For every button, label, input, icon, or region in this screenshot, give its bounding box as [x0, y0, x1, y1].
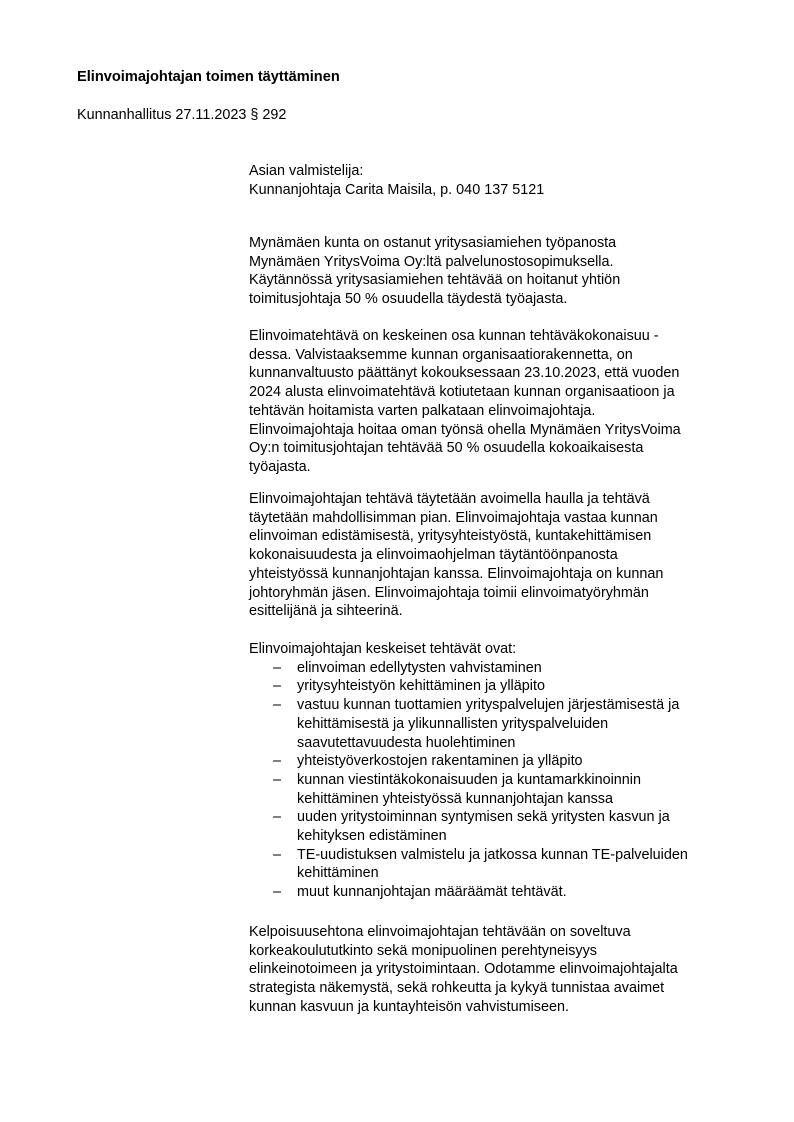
- paragraph-line: Mynämäen YritysVoima Oy:ltä palvelunostosopimuksella.: [249, 253, 614, 270]
- paragraph-line: Oy:n toimitusjohtajan tehtävää 50 % osuudella kokoaikaisesta: [249, 440, 644, 457]
- meeting-reference: Kunnanhallitus 27.11.2023 § 292: [77, 107, 287, 123]
- list-item: [249, 752, 688, 771]
- list-item-line: saavutettavuudesta huolehtiminen: [297, 734, 516, 751]
- paragraph-line: Käytännössä yritysasiamiehen tehtävää on hoitanut yhtiön: [249, 272, 621, 289]
- list-item-line: yhteistyöverkostojen rakentaminen ja ylläpito: [297, 753, 583, 770]
- list-item: [249, 696, 688, 752]
- paragraph-line: tehtävän hoitamista varten palkataan elinvoimajohtaja.: [249, 402, 596, 419]
- paragraph-line: Elinvoimajohtaja hoitaa oman työnsä ohella Mynämäen YritysVoima: [249, 421, 681, 438]
- list-item-line: elinvoiman edellytysten vahvistaminen: [297, 659, 542, 676]
- document-title: Elinvoimajohtajan toimen täyttäminen: [77, 69, 340, 85]
- paragraph-line: kunnanvaltuusto päättänyt kokouksessaan 23.10.2023, että vuoden: [249, 365, 680, 382]
- task-list-heading: Elinvoimajohtajan keskeiset tehtävät ovat:: [249, 641, 517, 657]
- preparer-label: Asian valmistelija:: [249, 163, 364, 179]
- preparer-value: Kunnanjohtaja Carita Maisila, p. 040 137 5121: [249, 181, 545, 198]
- list-item-line: kehittämisestä ja ylikunnallisten yrityspalveluiden: [297, 715, 609, 732]
- paragraph-line: esittelijänä ja sihteerinä.: [249, 603, 403, 620]
- dash-bullet-icon: –: [273, 678, 282, 695]
- list-item: [249, 771, 688, 808]
- dash-bullet-icon: –: [273, 771, 282, 788]
- paragraph-line: Elinvoimajohtajan tehtävä täytetään avoimella haulla ja tehtävä: [249, 491, 650, 507]
- list-item-line: vastuu kunnan tuottamien yrityspalvelujen järjestämisestä ja: [297, 697, 680, 714]
- list-item-line: kunnan viestintäkokonaisuuden ja kuntamarkkinoinnin: [297, 771, 641, 788]
- list-item: [249, 846, 688, 883]
- dash-bullet-icon: –: [273, 809, 282, 826]
- dash-bullet-icon: –: [273, 753, 282, 770]
- paragraph-line: 2024 alusta elinvoimatehtävä kotiutetaan kunnan organisaatioon ja: [249, 384, 675, 401]
- list-item: [249, 677, 688, 696]
- paragraph-line: strategista näkemystä, sekä rohkeutta ja kykyä tunnistaa avaimet: [249, 980, 665, 997]
- paragraph-line: korkeakoulututkinto sekä monipuolinen perehtyneisyys: [249, 942, 597, 959]
- paragraph-line: elinvoiman edistämisestä, yritysyhteistyöstä, kuntakehittämisen: [249, 528, 652, 545]
- dash-bullet-icon: –: [273, 846, 282, 863]
- dash-bullet-icon: –: [273, 884, 282, 901]
- preparer-block: [249, 162, 544, 199]
- list-item-line: uuden yritystoiminnan syntymisen sekä yritysten kasvun ja: [297, 809, 670, 826]
- list-item: [249, 659, 688, 678]
- list-item-line: TE-uudistuksen valmistelu ja jatkossa kunnan TE-palveluiden: [297, 846, 688, 863]
- list-item-line: kehittäminen yhteistyössä kunnanjohtajan kanssa: [297, 790, 613, 807]
- paragraph-line: johtoryhmän jäsen. Elinvoimajohtaja toimii elinvoimatyöryhmän: [249, 584, 649, 601]
- paragraph-1: [249, 234, 620, 309]
- list-item-line: kehittäminen: [297, 865, 379, 882]
- paragraph-line: kunnan kasvuun ja kuntayhteisön vahvistumiseen.: [249, 998, 569, 1015]
- list-item-line: kehityksen edistäminen: [297, 828, 447, 845]
- dash-bullet-icon: –: [273, 659, 282, 676]
- paragraph-line: dessa. Valvistaaksemme kunnan organisaatiorakennetta, on: [249, 346, 633, 363]
- paragraph-line: täytetään mahdollisimman pian. Elinvoimajohtaja vastaa kunnan: [249, 509, 658, 526]
- task-list: [249, 640, 688, 902]
- list-item-line: muut kunnanjohtajan määräämät tehtävät.: [297, 884, 567, 901]
- paragraph-line: toimitusjohtaja 50 % osuudella täydestä työajasta.: [249, 291, 568, 308]
- list-item-line: yritysyhteistyön kehittäminen ja ylläpito: [297, 678, 545, 695]
- dash-bullet-icon: –: [273, 697, 282, 714]
- paragraph-line: yhteistyössä kunnanjohtajan kanssa. Elinvoimajohtaja on kunnan: [249, 565, 664, 582]
- paragraph-2: [249, 327, 681, 477]
- paragraph-line: työajasta.: [249, 458, 311, 475]
- paragraph-line: kokonaisuudesta ja elinvoimaohjelman täytäntöönpanosta: [249, 547, 618, 564]
- list-item: [249, 808, 688, 845]
- paragraph-3: [249, 490, 663, 621]
- list-item: [249, 883, 688, 902]
- paragraph-line: Elinvoimatehtävä on keskeinen osa kunnan tehtäväkokonaisuu -: [249, 328, 659, 344]
- closing-paragraph: [249, 923, 678, 1017]
- paragraph-line: Mynämäen kunta on ostanut yritysasiamiehen työpanosta: [249, 235, 617, 251]
- paragraph-line: elinkeinotoimeen ja yritystoimintaan. Odotamme elinvoimajohtajalta: [249, 961, 678, 978]
- paragraph-line: Kelpoisuusehtona elinvoimajohtajan tehtävään on soveltuva: [249, 924, 631, 940]
